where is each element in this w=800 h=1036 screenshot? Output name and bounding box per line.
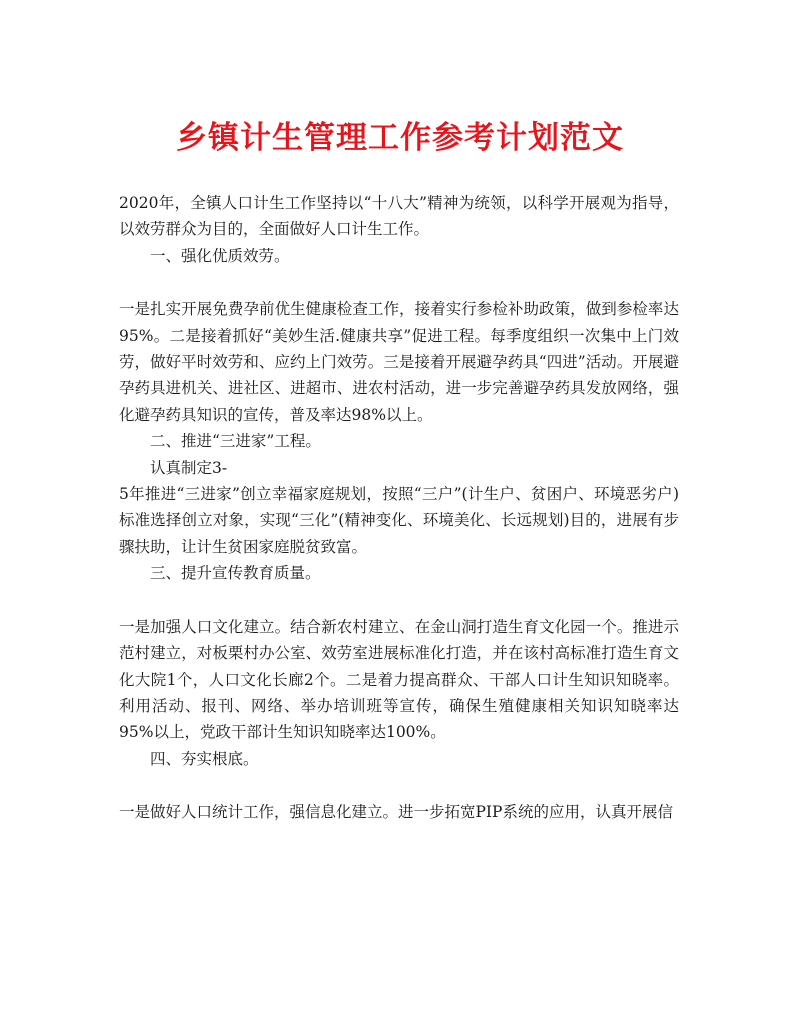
paragraph-gap (119, 587, 679, 614)
section-heading-2: 二、推进“三进家”工程。 (150, 432, 321, 451)
paragraph-gap (119, 772, 679, 799)
section-heading-4: 四、夯实根底。 (150, 749, 259, 768)
section-heading-1: 一、强化优质效劳。 (150, 246, 290, 265)
section-2-lead-line: 认真制定3- (150, 458, 228, 477)
document-body (119, 190, 679, 826)
document-title: 乡镇计生管理工作参考计划范文 (176, 120, 624, 156)
section-4-paragraph: 一是做好人口统计工作，强信息化建立。进一步拓宽PIP系统的应用，认真开展信 (119, 803, 673, 822)
section-2-paragraph: 5年推进“三进家”创立幸福家庭规划，按照“三户”(计生户、贫困户、环境恶劣户)标准选择创立对象，实现“三化”(精神变化、环境美化、长远规划)目的，进展有步骤扶助，让计生贫困家庭脱贫致富。 (119, 485, 679, 556)
intro-paragraph: 2020年，全镇人口计生工作坚持以“十八大”精神为统领，以科学开展观为指导，以效劳群众为目的，全面做好人口计生工作。 (119, 194, 679, 239)
paragraph-gap (119, 269, 679, 296)
section-heading-3: 三、提升宣传教育质量。 (150, 564, 321, 583)
section-3-paragraph: 一是加强人口文化建立。结合新农村建立、在金山洞打造生育文化园一个。推进示范村建立，对板栗村办公室、效劳室进展标准化打造，并在该村高标准打造生育文化大院1个，人口文化长廊2个。二是着力提高群众、干部人口计生知识知晓率。利用活动、报刊、网络、举办培训班等宣传，确保生殖健康相关知识知晓率达95%以上，党政干部计生知识知晓率达100%。 (119, 617, 679, 742)
section-1-paragraph: 一是扎实开展免费孕前优生健康检查工作，接着实行参检补助政策，做到参检率达95%。二是接着抓好“美妙生活.健康共享”促进工程。每季度组织一次集中上门效劳，做好平时效劳和、应约上门效劳。三是接着开展避孕药具“四进”活动。开展避孕药具进机关、进社区、进超市、进农村活动，进一步完善避孕药具发放网络，强化避孕药具知识的宣传，普及率达98%以上。 (119, 300, 679, 424)
